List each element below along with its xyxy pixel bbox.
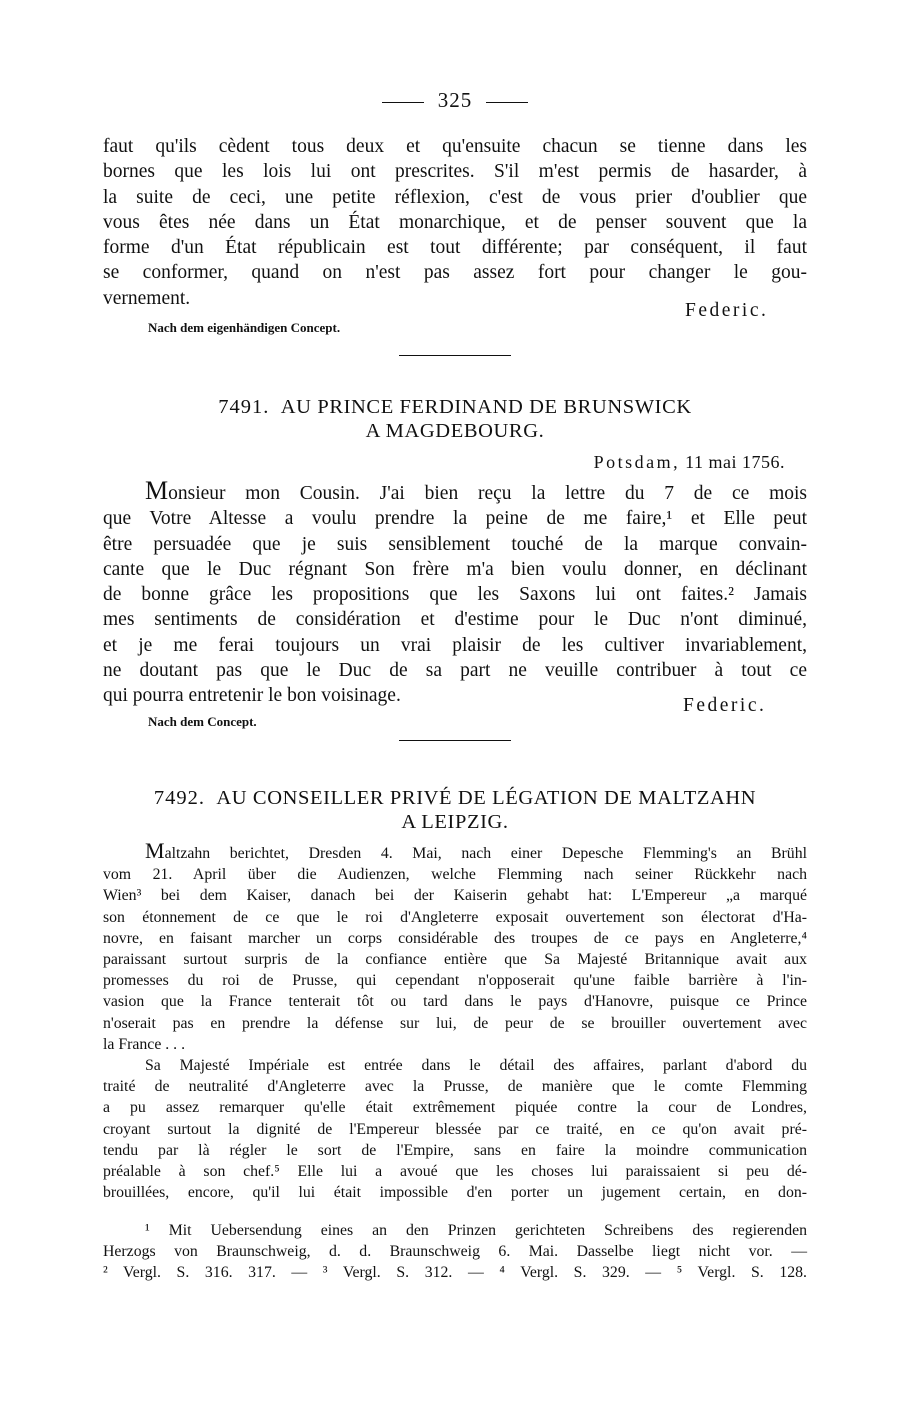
text-line: vernement. — [103, 287, 191, 309]
text-line: Wien³ bei dem Kaiser, danach bei der Kaiserin gehabt hat: L'Empereur „a marqué — [103, 887, 807, 905]
heading-title: AU CONSEILLER PRIVÉ DE LÉGATION DE MALTZAHN — [216, 787, 757, 809]
text-line: vous êtes née dans un État monarchique, et de penser souvent que la — [103, 211, 807, 233]
initial-letter: M — [145, 476, 169, 505]
source-note: Nach dem eigenhändigen Concept. — [148, 320, 341, 335]
heading-title: AU PRINCE FERDINAND DE BRUNSWICK — [280, 396, 692, 418]
text-line: son étonnement de ce que le roi d'Angleterre exposait ouvertement son électorat d'Ha- — [103, 908, 807, 926]
text-line: Maltzahn berichtet, Dresden 4. Mai, nach einer Depesche Flemming's an Brühl — [145, 838, 807, 863]
letter-number: 7492. — [153, 787, 205, 809]
footnote-line: ² Vergl. S. 316. 317. — ³ Vergl. S. 312. — ⁴ Vergl. S. 329. — ⁵ Vergl. S. 128. — [103, 1264, 807, 1281]
date-place: Potsdam, — [593, 452, 681, 472]
text-line: être persuadée que je suis sensiblement touché de la marque convain- — [103, 533, 807, 555]
section-divider — [399, 740, 511, 741]
heading-place: A MAGDEBOURG. — [365, 420, 545, 442]
date: 11 mai 1756. — [685, 452, 785, 472]
text-line: vom 21. April über die Audienzen, welche Flemming nach seiner Rückkehr nach — [103, 866, 807, 884]
page-number: 325 — [437, 88, 473, 112]
header-dash-right — [486, 102, 528, 103]
text-line: se conformer, quand on n'est pas assez fort pour changer le gou- — [103, 262, 807, 284]
text-line: Monsieur mon Cousin. J'ai bien reçu la lettre du 7 de ce mois — [145, 476, 807, 505]
text-line: traité de neutralité d'Angleterre avec la Prusse, de manière que le comte Flemming — [103, 1078, 807, 1096]
text-line: que Votre Altesse a voulu prendre la peine de me faire,¹ et Elle peut — [103, 508, 807, 530]
footnote-line: Herzogs von Braunschweig, d. d. Braunschweig 6. Mai. Dasselbe liegt nicht vor. — — [103, 1243, 807, 1260]
letter-number: 7491. — [218, 396, 270, 418]
text-line: n'oserait pas en prendre la défense sur lui, de peur de se brouiller ouvertement avec — [103, 1014, 807, 1032]
previous-letter-body — [103, 134, 807, 311]
initial-letter: M — [145, 838, 165, 863]
footnote-line: ¹ Mit Uebersendung eines an den Prinzen gerichteten Schreibens des regierenden — [145, 1222, 807, 1239]
text-line: novre, en faisant marcher un corps considérable des troupes de ce pays en Angleterre,⁴ — [103, 929, 807, 947]
signature: Federic. — [683, 695, 767, 716]
letter-7492-summary — [103, 840, 807, 1203]
text-line: forme d'un État républicain est tout différente; par conséquent, il faut — [103, 237, 807, 259]
footnotes — [103, 1220, 807, 1283]
text-line: mes sentiments de considération et d'estime pour le Duc n'ont diminué, — [103, 609, 807, 631]
text-line: la suite de ceci, une petite réflexion, c'est de vous prier d'oublier que — [103, 186, 807, 208]
source-note: Nach dem Concept. — [148, 714, 257, 729]
text-line: tendu par là régler le sort de l'Empire, sans en faire la moindre communication — [103, 1141, 807, 1159]
text-line: préalable à son chef.⁵ Elle lui a avoué que les choses lui paraissaient si peu dé- — [103, 1163, 807, 1181]
text-line: faut qu'ils cèdent tous deux et qu'ensuite chacun se tienne dans les — [103, 136, 807, 157]
text-line: ne doutant pas que le Duc de sa part ne veuille contribuer à tout ce — [103, 660, 807, 682]
text-line: cante que le Duc régnant Son frère m'a bien voulu donner, en déclinant — [103, 558, 807, 580]
text-line: la France . . . — [103, 1035, 186, 1053]
text-line: croyant surtout la dignité de l'Empereur blessée par ce traité, en ce qu'on avait pré- — [103, 1120, 807, 1138]
heading-place: A LEIPZIG. — [401, 811, 509, 833]
text-line: vasion que la France tenterait tôt ou tard dans le pays d'Hanovre, puisque ce Prince — [103, 993, 807, 1011]
section-divider — [399, 355, 511, 356]
dateline — [594, 452, 785, 473]
signature: Federic. — [685, 300, 769, 321]
text-line: brouillées, encore, qu'il lui était impossible d'en porter un jugement certain, en don- — [103, 1184, 807, 1202]
text-line: a pu assez remarquer qu'elle était extrêmement piquée contre la cour de Londres, — [103, 1099, 807, 1117]
text-line: Sa Majesté Impériale est entrée dans le détail des affaires, parlant d'abord du — [145, 1057, 807, 1075]
text-line: et je me ferai toujours un vrai plaisir de les cultiver invariablement, — [103, 634, 807, 656]
header-dash-left — [382, 102, 424, 103]
text-line: de bonne grâce les propositions que les Saxons lui ont faites.² Jamais — [103, 584, 807, 606]
letter-7491-body — [103, 478, 807, 709]
page-header — [103, 88, 807, 113]
text-line: promesses du roi de Prusse, qui cependant n'opposerait qu'une faible barrière à l'in- — [103, 972, 807, 990]
text-line: bornes que les lois lui ont prescrites. S'il m'est permis de hasarder, à — [103, 161, 807, 183]
letter-heading — [103, 786, 807, 834]
text-line: qui pourra entretenir le bon voisinage. — [103, 685, 401, 707]
text-line: paraissant surtout surpris de la confiance entière que Sa Majesté Britannique avait aux — [103, 951, 807, 969]
letter-heading — [103, 395, 807, 443]
